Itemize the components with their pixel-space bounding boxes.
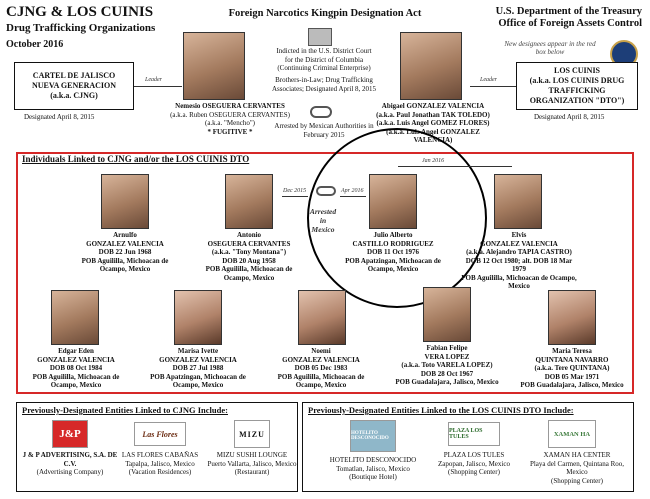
mizu-logo: MIZU (234, 420, 270, 448)
person-card (267, 347, 375, 390)
person-dob: DOB 20 Aug 1958 (222, 256, 276, 265)
person-name: Antonio (236, 231, 262, 239)
cuinis-box (516, 62, 638, 110)
person-name: Elvis (511, 231, 527, 239)
person-card (392, 344, 502, 387)
person-dob: DOB 05 Dec 1983 (294, 364, 348, 372)
chart-title: CJNG & LOS CUINIS (6, 4, 154, 20)
entity-card (428, 451, 520, 477)
person-surname: QUINTANA NAVARRO (535, 355, 609, 364)
cuinis-line: LOS CUINIS (553, 66, 600, 75)
nemesio-aka: (a.k.a. "Mencho") (204, 119, 256, 127)
treasury-line1: U.S. Department of the Treasury (495, 6, 642, 17)
person-pob: POB Apatzingan, Michoacan de Ocampo, Mexico (150, 372, 246, 389)
cjng-designated: Designated April 8, 2015 (24, 113, 95, 121)
entity-location: Playa del Carmen, Quintana Roo, Mexico (529, 459, 625, 476)
person-dob: DOB 12 Oct 1980; alt. DOB 18 Mar 1979 (465, 256, 573, 273)
entity-name: J & P ADVERTISING, S.A. DE C.V. (22, 451, 118, 468)
person-dob: DOB 11 Oct 1976 (367, 248, 419, 256)
new-designees-note: New designees appear in the red box below (504, 40, 596, 56)
person-card (192, 231, 306, 282)
person-dob: DOB 27 Jul 1988 (172, 364, 224, 372)
arrested-in-mexico-label: Arrested in Mexico (309, 207, 337, 234)
entity-type: (Shopping Center) (448, 468, 500, 476)
person-aka: (a.k.a. Tere QUINTANA) (534, 364, 610, 372)
abigael-aka: (a.k.a. Luis Angel GOMEZ FLORES) (376, 119, 490, 127)
entity-name: MIZU SUSHI LOUNGE (216, 451, 288, 459)
apr-line (340, 196, 366, 197)
entity-name: HOTELITO DESCONOCIDO (329, 456, 417, 464)
cjng-entities-title: Previously-Designated Entities Linked to CJNG Include: (22, 405, 228, 415)
person-name: Arnulfo (113, 231, 137, 239)
person-pob: POB Aguililla, Michoacan de Ocampo, Mexico (461, 273, 577, 290)
person-name: Fabian Felipe (426, 344, 468, 352)
photo-marisa (174, 290, 222, 345)
entity-type: (Restaurant) (234, 468, 270, 476)
person-card (144, 347, 252, 390)
cuinis-line: TRAFFICKING (548, 86, 606, 95)
entity-card (112, 451, 208, 477)
person-name: Maria Teresa (552, 347, 592, 355)
treasury-heading (452, 6, 642, 30)
cuinis-line: (a.k.a. LOS CUINIS DRUG (529, 76, 625, 85)
las-flores-logo: Las Flores (134, 422, 186, 446)
leader-line-right (470, 86, 516, 87)
chart-date: October 2016 (6, 39, 64, 50)
person-pob: POB Guadalajara, Jalisco, Mexico (395, 378, 499, 386)
xaman-ha-logo: XAMAN HA (548, 420, 596, 448)
cuinis-entities-title: Previously-Designated Entities Linked to the LOS CUINIS DTO Include: (308, 405, 574, 415)
handcuffs-icon (316, 186, 336, 196)
entity-card (322, 456, 424, 482)
photo-arnulfo (101, 174, 149, 229)
person-name: Julio Alberto (373, 231, 413, 239)
photo-maria (548, 290, 596, 345)
entity-type: (Advertising Company) (36, 468, 104, 476)
person-name: Noemi (311, 347, 331, 355)
act-title: Foreign Narcotics Kingpin Designation Act (228, 8, 422, 19)
person-dob: DOB 05 Mar 1971 (544, 372, 600, 381)
leader-label-left: Leader (145, 77, 162, 83)
photo-noemi (298, 290, 346, 345)
person-card (336, 231, 450, 274)
photo-abigael (400, 32, 462, 100)
person-dob: DOB 08 Oct 1984 (49, 364, 103, 372)
person-pob: POB Aguililla, Michoacan de Ocampo, Mexico (32, 372, 120, 389)
hotelito-logo: HOTELITO DESCONOCIDO (350, 420, 396, 452)
entity-location: Puerto Vallarta, Jalisco, Mexico (207, 459, 297, 468)
abigael-name: Abigael GONZALEZ VALENCIA (381, 102, 485, 110)
treasury-line2: Office of Foreign Assets Control (498, 18, 642, 29)
brothers-text: Brothers-in-Law; Drug Trafficking Associates; Designated April 8, 2015 (272, 76, 377, 93)
entity-type: (Boutique Hotel) (349, 473, 397, 481)
entity-name: PLAZA LOS TULES (443, 451, 505, 459)
entity-name: XAMAN HA CENTER (543, 451, 611, 459)
apr-label: Apr 2016 (341, 188, 364, 194)
photo-antonio (225, 174, 273, 229)
courthouse-icon (308, 28, 332, 46)
plaza-los-tules-logo: PLAZA LOS TULES (448, 422, 500, 446)
photo-edgar (51, 290, 99, 345)
cjng-box (14, 62, 134, 110)
person-name: Marisa Ivette (177, 347, 219, 355)
person-aka: (a.k.a. "Tony Montana") (211, 248, 287, 256)
person-surname: CASTILLO RODRIGUEZ (352, 239, 434, 248)
leader-line-left (134, 86, 182, 87)
nemesio-aka: (a.k.a. Ruben OSEGUERA CERVANTES) (170, 110, 290, 119)
indicted-text: Indicted in the U.S. District Court for the District of Columbia (Continuing Criminal Enterprise) (276, 47, 372, 72)
entity-location: Tomatlan, Jalisco, Mexico (336, 464, 410, 473)
dec-line (282, 196, 308, 197)
person-surname: OSEGUERA CERVANTES (207, 239, 291, 248)
leader-label-right: Leader (480, 77, 497, 83)
person-pob: POB Aguililla, Michoacan de Ocampo, Mexico (205, 265, 293, 282)
person-dob: DOB 22 Jun 1968 (98, 248, 152, 256)
entity-card (206, 451, 298, 477)
person-pob: POB Guadalajara, Jalisco, Mexico (520, 381, 624, 389)
person-card (458, 231, 580, 291)
person-pob: POB Aguililla, Michoacan de Ocampo, Mexico (277, 372, 365, 389)
jp-logo: J&P (52, 420, 88, 448)
cuinis-line: ORGANIZATION "DTO") (529, 96, 625, 105)
person-surname: GONZALEZ VALENCIA (37, 355, 115, 364)
entity-location: Zapopan, Jalisco, Mexico (438, 459, 510, 468)
nemesio-fugitive: * FUGITIVE * (207, 127, 253, 136)
photo-elvis (494, 174, 542, 229)
person-card (22, 347, 130, 390)
person-card (70, 231, 180, 274)
entity-location: Tapalpa, Jalisco, Mexico (125, 459, 195, 468)
photo-fabian (423, 287, 471, 342)
abigael-aka: (a.k.a. Paul Jonathan TAK TOLEDO) (376, 110, 490, 119)
entity-name: LAS FLORES CABAÑAS (121, 451, 199, 459)
photo-nemesio (183, 32, 245, 100)
person-name: Edgar Eden (58, 347, 94, 355)
person-surname: GONZALEZ VALENCIA (282, 355, 360, 364)
jan-label: Jan 2016 (422, 158, 445, 164)
chart-subtitle: Drug Trafficking Organizations (6, 22, 156, 34)
cjng-line: (a.k.a. CJNG) (50, 91, 98, 100)
person-card (516, 347, 628, 390)
entity-card (20, 451, 120, 477)
entity-type: (Vacation Residences) (128, 468, 192, 476)
person-dob: DOB 28 Oct 1967 (420, 369, 474, 378)
jan-line (398, 166, 512, 167)
person-aka: (a.k.a. Alejandro TAPIA CASTRO) (466, 248, 572, 256)
cuinis-designated: Designated April 8, 2015 (534, 113, 605, 121)
entity-card (524, 451, 630, 485)
person-surname: GONZALEZ VALENCIA (159, 355, 237, 364)
person-surname: GONZALEZ VALENCIA (480, 239, 558, 248)
person-pob: POB Aguililla, Michoacan de Ocampo, Mexico (81, 256, 169, 273)
person-surname: GONZALEZ VALENCIA (86, 239, 164, 248)
person-aka: (a.k.a. Toto VARELA LOPEZ) (401, 361, 493, 369)
cjng-line: CARTEL DE JALISCO (32, 71, 116, 80)
person-surname: VERA LOPEZ (424, 352, 470, 361)
abigael-aka: (a.k.a. Luis Angel GONZALEZ VALENCIA) (386, 127, 480, 144)
cjng-line: NUEVA GENERACION (31, 81, 117, 90)
entity-type: (Shopping Center) (551, 476, 603, 485)
handcuffs-icon (310, 106, 332, 118)
person-pob: POB Apatzingan, Michoacan de Ocampo, Mexico (345, 256, 441, 273)
photo-julio (369, 174, 417, 229)
arrested-text: Arrested by Mexican Authorities in February 2015 (274, 122, 374, 139)
new-designees-title: Individuals Linked to CJNG and/or the LOS CUINIS DTO (22, 154, 250, 164)
nemesio-name: Nemesio OSEGUERA CERVANTES (175, 102, 285, 110)
dec-label: Dec 2015 (283, 188, 307, 194)
